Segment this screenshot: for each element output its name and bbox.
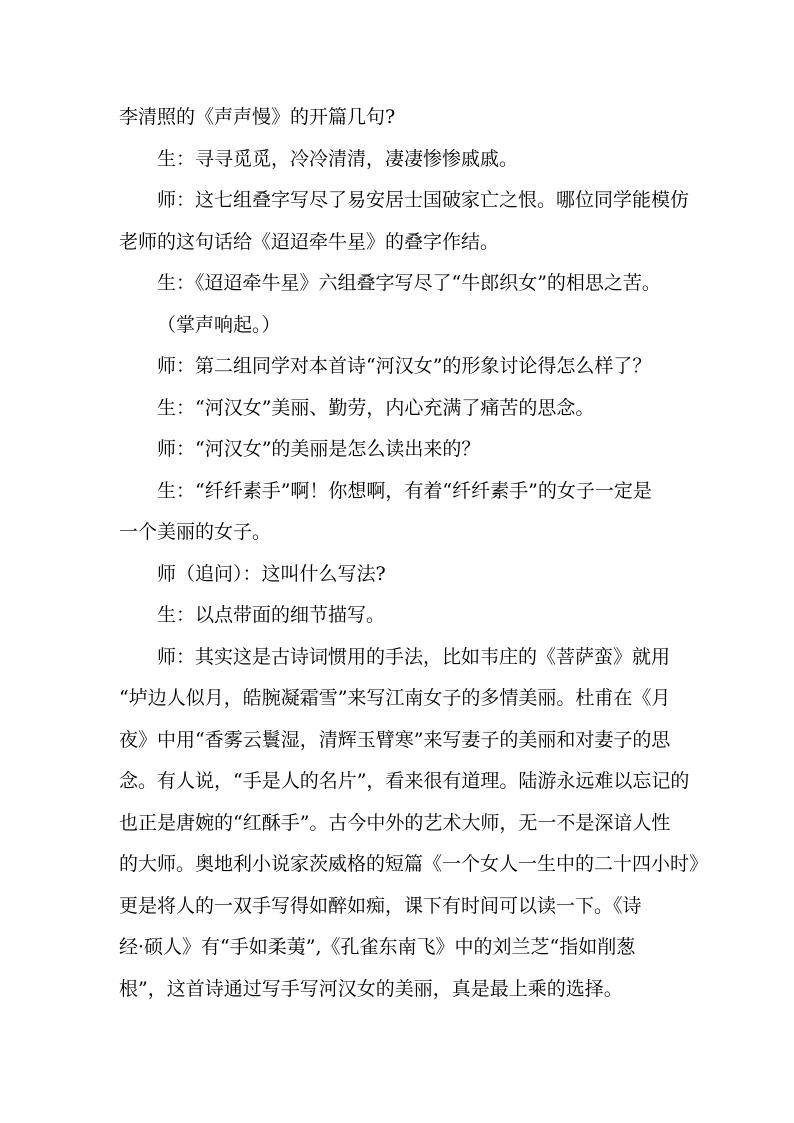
text-line: 经·硕人》有“手如柔荑”,《孔雀东南飞》中的刘兰芝“指如削葱 bbox=[119, 936, 636, 958]
text-line: 根”，这首诗通过写手写河汉女的美丽，真是最上乘的选择。 bbox=[119, 977, 623, 1000]
text-line: 的大师。奥地利小说家茨威格的短篇《一个女人一生中的二十四小时》 bbox=[119, 853, 709, 875]
text-line: 夜》中用“香雾云鬟湿，清辉玉臂寒”来写妻子的美丽和对妻子的思 bbox=[119, 728, 671, 751]
text-line: 师：其实这是古诗词惯用的手法，比如韦庄的《菩萨蛮》就用 bbox=[157, 645, 671, 668]
text-line: 生：“河汉女”美丽、勤劳，内心充满了痛苦的思念。 bbox=[157, 396, 595, 419]
text-line: （掌声响起。） bbox=[157, 313, 281, 336]
text-line: 师：第二组同学对本首诗“河汉女”的形象讨论得怎么样了？ bbox=[157, 355, 652, 377]
text-line: 一个美丽的女子。 bbox=[119, 521, 272, 543]
text-line: 生：“纤纤素手”啊！你想啊，有着“纤纤素手”的女子一定是 bbox=[157, 479, 652, 502]
text-line: 更是将人的一双手写得如醉如痴，课下有时间可以读一下。《诗 bbox=[119, 894, 642, 917]
text-line: 也正是唐婉的“红酥手”。古今中外的艺术大师，无一不是深谙人性 bbox=[119, 811, 671, 834]
text-line: 师（追问）：这叫什么写法? bbox=[157, 562, 386, 585]
text-line: 念。有人说，“手是人的名片”，看来很有道理。陆游永远难以忘记的 bbox=[119, 770, 690, 792]
text-line: 李清照的《声声慢》的开篇几句? bbox=[119, 106, 396, 128]
text-line: 师：这七组叠字写尽了易安居士国破家亡之恨。哪位同学能模仿 bbox=[157, 189, 690, 211]
text-line: 生：寻寻觅觅，冷冷清清，凄凄惨惨戚戚。 bbox=[157, 147, 519, 170]
text-line: 生：以点带面的细节描写。 bbox=[157, 604, 386, 626]
text-line: 生：《迢迢牵牛星》六组叠字写尽了“牛郎织女”的相思之苦。 bbox=[157, 272, 661, 294]
text-line: “垆边人似月，皓腕凝霜雪”来写江南女子的多情美丽。杜甫在《月 bbox=[119, 687, 671, 709]
text-line: 师：“河汉女”的美丽是怎么读出来的？ bbox=[157, 438, 481, 460]
text-line: 老师的这句话给《迢迢牵牛星》的叠字作结。 bbox=[119, 230, 500, 253]
dialogue-text bbox=[119, 97, 709, 1010]
